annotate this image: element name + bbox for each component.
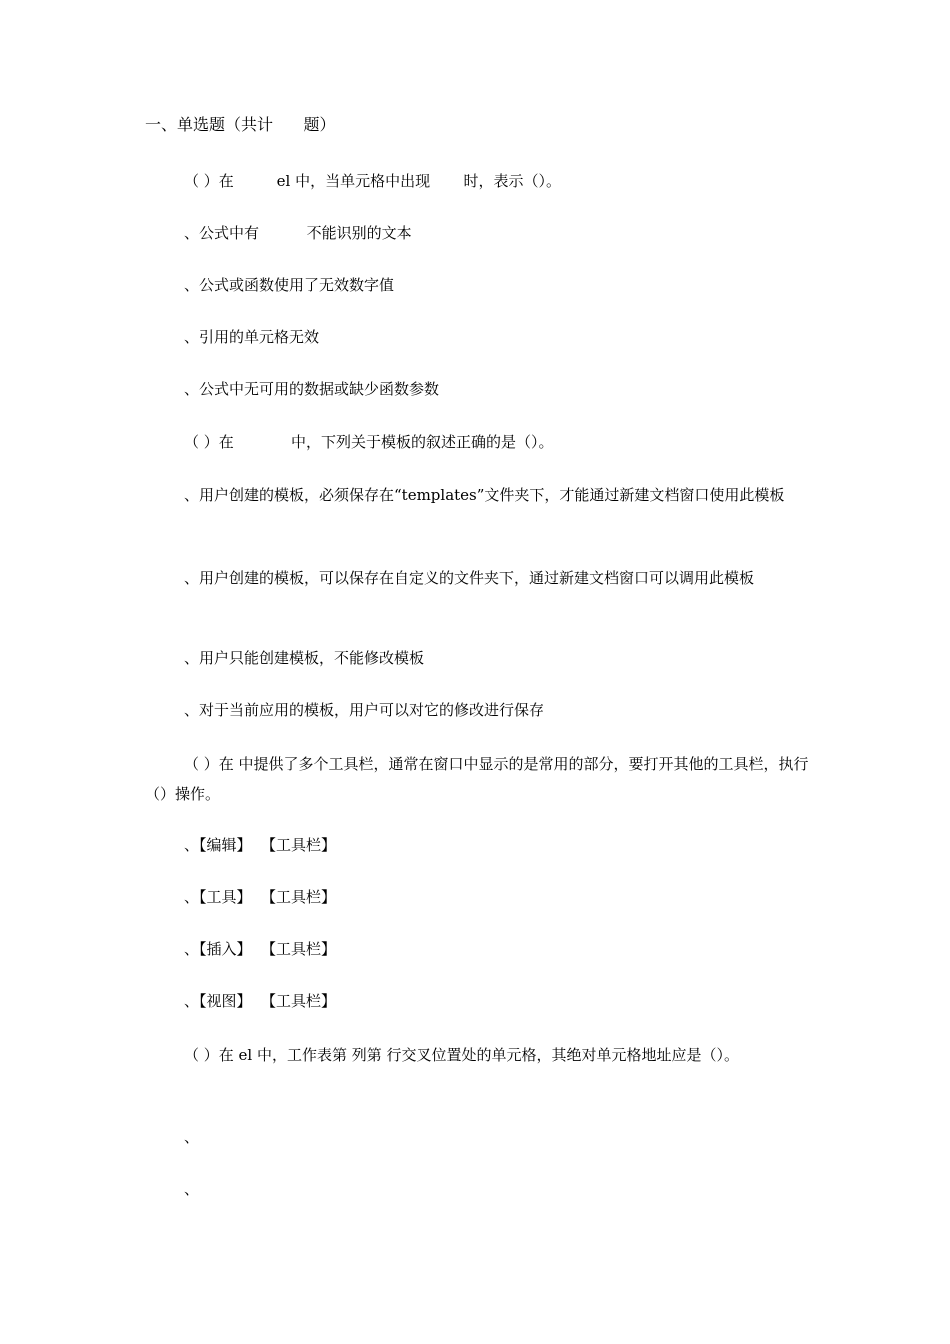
question-1-option-b: 、公式或函数使用了无效数字值 bbox=[184, 276, 395, 294]
question-1-option-a: 、公式中有 不能识别的文本 bbox=[184, 224, 412, 242]
question-3-option-a: 、【编辑】 【工具栏】 bbox=[184, 836, 337, 854]
question-1-stem: （ ）在 el 中，当单元格中出现 时，表示（）。 bbox=[184, 172, 562, 190]
question-4-option-b: 、 bbox=[184, 1180, 200, 1198]
question-2-option-d: 、对于当前应用的模板，用户可以对它的修改进行保存 bbox=[184, 701, 545, 719]
question-4-option-a: 、 bbox=[184, 1128, 200, 1146]
question-3-option-b: 、【工具】 【工具栏】 bbox=[184, 888, 337, 906]
question-1-option-c: 、引用的单元格无效 bbox=[184, 328, 320, 346]
question-2-option-c: 、用户只能创建模板，不能修改模板 bbox=[184, 649, 425, 667]
question-2-stem: （ ）在 中，下列关于模板的叙述正确的是（）。 bbox=[184, 433, 554, 451]
question-3-stem: （ ）在 中提供了多个工具栏，通常在窗口中显示的是常用的部分，要打开其他的工具栏，执行（）操作。 bbox=[145, 755, 809, 803]
question-4-stem: （ ）在 el 中，工作表第 列第 行交叉位置处的单元格，其绝对单元格地址应是（）。 bbox=[184, 1046, 740, 1064]
section-title: 一、单选题（共计 题） bbox=[145, 115, 336, 134]
question-3-option-d: 、【视图】 【工具栏】 bbox=[184, 992, 337, 1010]
question-2-option-a: 、用户创建的模板，必须保存在“templates”文件夹下，才能通过新建文档窗口使用此模板 bbox=[184, 486, 785, 504]
question-2-option-b: 、用户创建的模板，可以保存在自定义的文件夹下，通过新建文档窗口可以调用此模板 bbox=[184, 569, 755, 587]
question-1-option-d: 、公式中无可用的数据或缺少函数参数 bbox=[184, 380, 440, 398]
question-3-option-c: 、【插入】 【工具栏】 bbox=[184, 940, 337, 958]
